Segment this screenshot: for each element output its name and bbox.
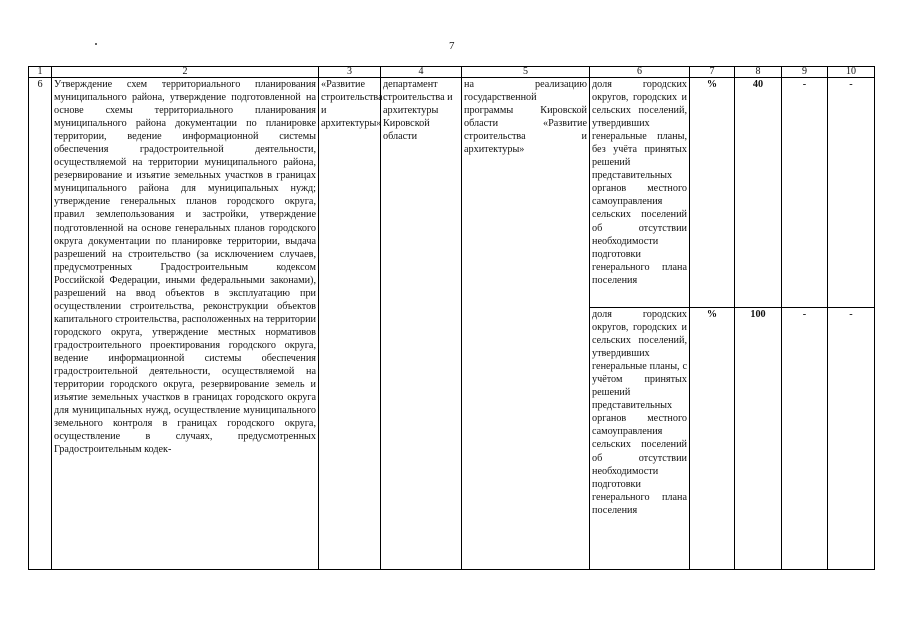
row-number: 6	[29, 78, 52, 570]
indicator-unit: %	[690, 308, 735, 570]
indicator-value: 100	[735, 308, 782, 570]
scan-dot	[95, 43, 97, 45]
column-number-row	[29, 67, 875, 78]
col-header-8: 8	[735, 67, 782, 78]
table-row	[29, 78, 875, 308]
indicator-unit: %	[690, 78, 735, 308]
program-name: «Развитие строительства и архитектуры»	[319, 78, 381, 570]
indicator-col10: -	[828, 78, 875, 308]
purpose-text: на реализацию государственной программы Кировской области «Развитие строительства и архитектуры»	[462, 78, 590, 570]
col-header-4: 4	[381, 67, 462, 78]
col-header-6: 6	[590, 67, 690, 78]
row-description: Утверждение схем территориального планирования муниципального района, утверждение подготовленной на основе схемы территориального планирования муниципального района документации по планировке территории, ведение информационной системы обеспечения градостроительной деятельности, осуществляемой на территории муниципального района, резервирование и изъятие земельных участков в границах муниципального района для муниципальных нужд; утверждение генеральных планов городского округа, правил землепользования и застройки, утверждение подготовленной на основе генеральных планов городского округа документации по планировке территории, выдача разрешений на строительство (за исключением случаев, предусмотренных Градостроительным кодексом Российской Федерации, иными федеральными законами), разрешений на ввод объектов в эксплуатацию при осуществлении строительства, реконструкции объектов капитального строительства, расположенных на территории городского округа, утверждение местных нормативов градостроительного проектирования городского округа, ведение информационной системы обеспечения градостроительной деятельности, осуществляемой на территории городского округа, резервирование земель и изъятие земельных участков в границах городского округа для муниципальных нужд, осуществление муниципального земельного контроля в границах городского округа, осуществление в случаях, предусмотренных Градостроительным кодек-	[52, 78, 319, 570]
indicator-value: 40	[735, 78, 782, 308]
indicator-col9: -	[782, 308, 828, 570]
col-header-9: 9	[782, 67, 828, 78]
indicator-col9: -	[782, 78, 828, 308]
col-header-10: 10	[828, 67, 875, 78]
indicator-name: доля городских округов, городских и сельских поселений, утвердивших генеральные планы, с учётом принятых решений представительных органов местного самоуправления сельских поселений об отсутствии необходимости подготовки генерального плана поселения	[590, 308, 690, 570]
page-number: 7	[449, 40, 455, 52]
col-header-7: 7	[690, 67, 735, 78]
col-header-2: 2	[52, 67, 319, 78]
indicator-col10: -	[828, 308, 875, 570]
department-name: департамент строительства и архитектуры Кировской области	[381, 78, 462, 570]
col-header-3: 3	[319, 67, 381, 78]
col-header-5: 5	[462, 67, 590, 78]
col-header-1: 1	[29, 67, 52, 78]
data-table	[28, 66, 875, 570]
indicator-name: доля городских округов, городских и сельских поселений, утвердивших генеральные планы, без учёта принятых решений представительных органов местного самоуправления сельских поселений об отсутствии необходимости подготовки генерального плана поселения	[590, 78, 690, 308]
